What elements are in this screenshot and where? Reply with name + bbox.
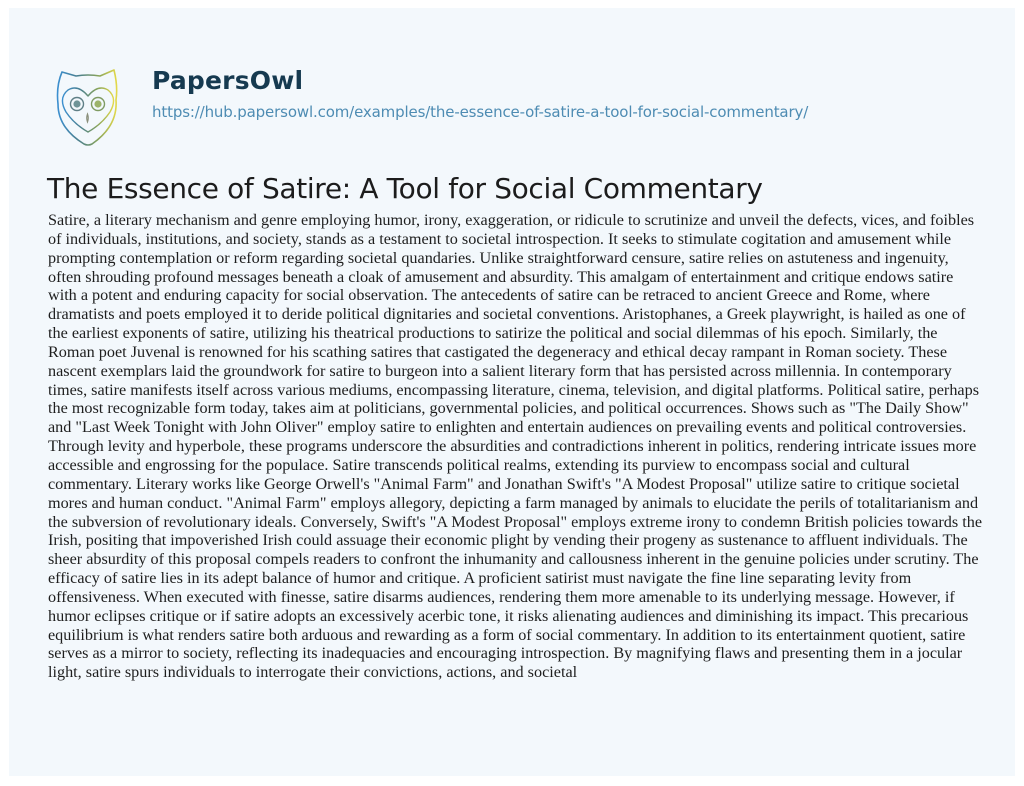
source-url-link[interactable]: https://hub.papersowl.com/examples/the-essence-of-satire-a-tool-for-social-commentary/ <box>152 103 809 121</box>
body-line: Irish, positing that impoverished Irish could assuage their economic plight by vending their progeny as sustenance to affluent individuals. The <box>48 531 968 550</box>
body-line: Roman poet Juvenal is renowned for his scathing satires that castigated the degeneracy and ethical decay rampant in Roman society. These <box>48 342 948 361</box>
body-line: times, satire manifests itself across various mediums, encompassing literature, cinema, television, and digital platforms. Political satire, perhaps <box>48 380 979 399</box>
body-line: dramatists and poets employed it to deride political dignitaries and societal conventions. Aristophanes, a Greek playwright, is hailed as one of <box>48 305 966 324</box>
body-line: serves as a mirror to society, reflecting its inadequacies and encouraging introspection. By magnifying flaws and presenting them in a jocular <box>48 644 963 663</box>
body-line: and "Last Week Tonight with John Oliver" employ satire to enlighten and entertain audiences on prevailing events and political controversies. <box>48 418 967 437</box>
body-line: the earliest exponents of satire, utilizing his theatrical productions to satirize the political and social dilemmas of his epoch. Similarly, the <box>48 324 938 343</box>
brand-text-block <box>152 66 808 122</box>
body-line: the subversion of revolutionary ideals. Conversely, Swift's "A Modest Proposal" employs extreme irony to condemn British policies towards the <box>48 512 983 531</box>
body-line: accessible and engrossing for the populace. Satire transcends political realms, extending its purview to encompass social and cultural <box>48 455 910 474</box>
body-line: light, satire spurs individuals to interrogate their convictions, actions, and societal <box>48 663 578 682</box>
body-line: sheer absurdity of this proposal compels readers to confront the inhumanity and callousness inherent in the genuine policies under scrutiny. The <box>48 550 979 569</box>
document-title: The Essence of Satire: A Tool for Social Commentary <box>47 172 763 205</box>
body-line: humor eclipses critique or if satire adopts an excessively acerbic tone, it risks alienating audiences and diminishing its impact. This precarious <box>48 606 969 625</box>
body-line: mores and human conduct. "Animal Farm" employs allegory, depicting a farm managed by animals to elucidate the perils of totalitarianism and <box>48 493 979 512</box>
body-line: often shrouding profound messages beneath a cloak of amusement and absurdity. This amalgam of entertainment and critique endows satire <box>48 267 954 286</box>
body-line: offensiveness. When executed with finesse, satire disarms audiences, rendering them more amenable to its underlying message. However, if <box>48 587 955 606</box>
body-line: efficacy of satire lies in its adept balance of humor and critique. A proficient satirist must navigate the fine line separating levity from <box>48 569 912 588</box>
body-line: with a potent and enduring capacity for social observation. The antecedents of satire can be retraced to ancient Greece and Rome, where <box>48 286 930 305</box>
brand-name: PapersOwl <box>152 66 304 95</box>
body-line: equilibrium is what renders satire both arduous and rewarding as a form of social commentary. In addition to its entertainment quotient, satire <box>48 625 966 644</box>
body-line: prompting contemplation or reform regarding societal quandaries. Unlike straightforward censure, satire relies on astuteness and ingenuity, <box>48 248 949 267</box>
owl-logo-icon <box>52 66 124 148</box>
body-line: the most recognizable form today, takes aim at politicians, governmental policies, and political occurrences. Shows such as "The Daily Show" <box>48 399 969 418</box>
body-line: nascent exemplars laid the groundwork for satire to burgeon into a salient literary form that has persisted across millennia. In contemporary <box>48 361 952 380</box>
body-line: Satire, a literary mechanism and genre employing humor, irony, exaggeration, or ridicule to scrutinize and unveil the defects, vices, and foibles <box>48 211 975 229</box>
document-body <box>48 211 983 682</box>
body-line: of individuals, institutions, and society, stands as a testament to societal introspection. It seeks to stimulate cogitation and amusement while <box>48 229 952 248</box>
body-line: Through levity and hyperbole, these programs underscore the absurdities and contradictions inherent in politics, rendering intricate issues more <box>48 437 977 456</box>
brand-header <box>52 66 809 150</box>
body-line: commentary. Literary works like George Orwell's "Animal Farm" and Jonathan Swift's "A Modest Proposal" utilize satire to critique societal <box>48 474 960 493</box>
